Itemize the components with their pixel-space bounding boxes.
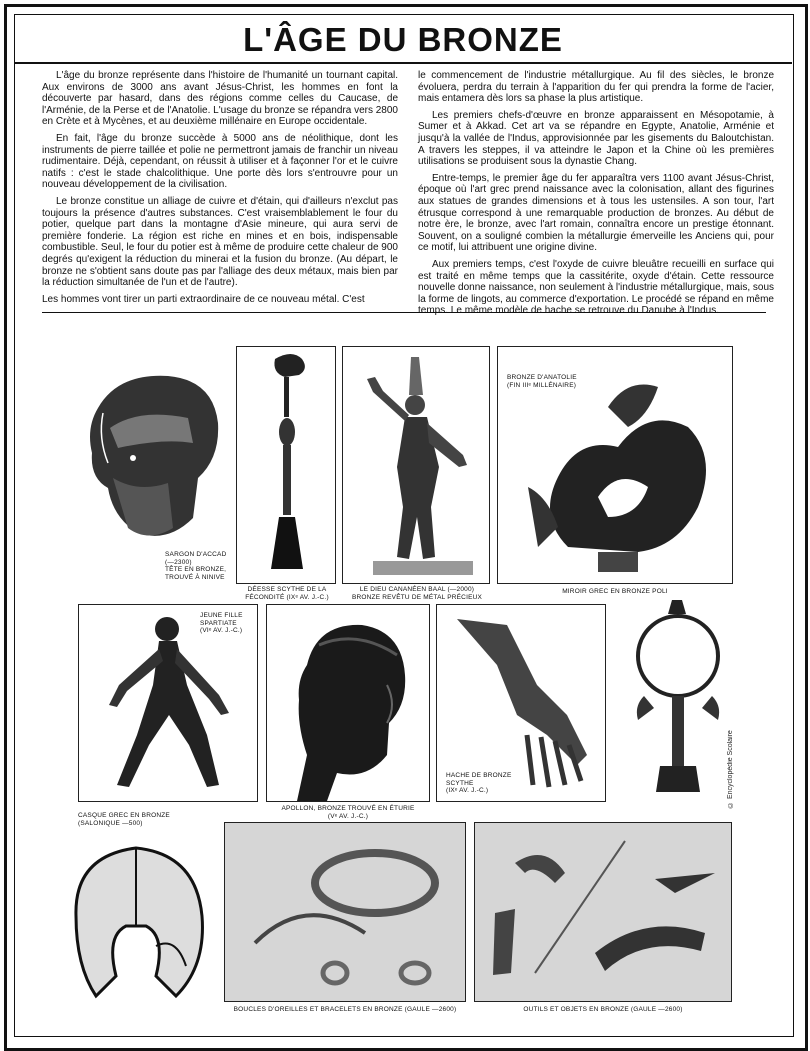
caption-boucles: BOUCLES D'OREILLES ET BRACELETS EN BRONZE (GAULE —2600): [233, 1006, 457, 1013]
caption-jeune-fille: JEUNE FILLE SPARTIATE (VIᵉ AV. J.-C.): [200, 612, 243, 634]
caption-miroir: MIROIR GREC EN BRONZE POLI: [562, 588, 668, 595]
caption-casque: CASQUE GREC EN BRONZE (SALONIQUE —500): [78, 812, 170, 827]
paragraph: le commencement de l'industrie métallurgique. Au fil des siècles, le bronze évoluera, perdra du terrain à l'apparition du fer qui prendra la forme de l'acier, mais entamera dès lors sa phase la plus artistique.: [418, 70, 774, 105]
paragraph: Le bronze constitue un alliage de cuivre et d'étain, qui d'ailleurs n'exclut pas toujours la présence d'autres substances. C'est vraisemblablement le four du potier, quelque part dans la montagne d'Asie mineure, qui aura servi de première fonderie. La région est riche en mines et en bois, indispensable combustible. Seul, le four du potier est à même de produire cette chaleur de 900 degrés qu'exigent la réduction du minerai et la fusion du bronze. (Au départ, le bronze ne s'obtient sans doute pas par l'alliage des deux métaux, mais bien par la réduction simultanée de l'un et de l'autre).: [42, 195, 398, 289]
apollon-photo-frame: [266, 604, 430, 802]
paragraph: Les hommes vont tirer un parti extraordinaire de ce nouveau métal. C'est: [42, 293, 365, 305]
caption-deesse: DÉESSE SCYTHE DE LA FÉCONDITÉ (IXᵉ AV. J.-C.): [245, 586, 329, 601]
credit-text: © Encyclopédie Scolaire: [727, 730, 734, 808]
casque-illustration: [56, 826, 216, 1006]
title-divider: [14, 62, 792, 64]
caption-hache: HACHE DE BRONZE SCYTHE (IXᵉ AV. J.-C.): [446, 772, 512, 794]
caption-sargon: SARGON D'ACCAD (—2300) TÊTE EN BRONZE, TROUVÉ À NINIVE: [165, 551, 227, 581]
caption-outils: OUTILS ET OBJETS EN BRONZE (GAULE —2600): [523, 1006, 683, 1013]
text-column-left: [42, 70, 398, 310]
sargon-illustration: [78, 368, 228, 568]
boucles-photo: [224, 822, 466, 1002]
paragraph: L'âge du bronze représente dans l'histoire de l'humanité un tournant capital. Aux environs de 3000 ans avant Jésus-Christ, les hommes en font la découverte par hasard, dans des régions comme celles du Caucase, de l'Arménie, de la Perse et de l'Anatolie. L'usage du bronze se répandra vers 2800 en Crète et à Mycènes, et au deuxième millénaire en Europe occidentale.: [42, 70, 398, 128]
text-column-right: [418, 70, 774, 322]
caption-baal: LE DIEU CANANÉEN BAAL (—2000) BRONZE REVÊTU DE MÉTAL PRÉCIEUX: [351, 586, 483, 601]
title-bar: [14, 20, 792, 60]
paragraph: En fait, l'âge du bronze succède à 5000 ans de néolithique, dont les instruments de pierre taillée et polie ne permettront jamais de franchir un niveau rudimentaire. Déjà, cependant, on réussit à utiliser et à façonner l'or et le cuivre natifs : c'est le stade chalcolithique. Une porte dès lors s'entrouvre pour un nouveau développement de la civilisation.: [42, 132, 398, 191]
outils-photo: [474, 822, 732, 1002]
caption-apollon: APOLLON, BRONZE TROUVÉ EN ÉTURIE (Vᵉ AV. J.-C.): [281, 805, 415, 820]
paragraph: Les premiers chefs-d'œuvre en bronze apparaissent en Mésopotamie, à Sumer et à Akkad. Cet art va se répandre en Egypte, Anatolie, Arménie et jusqu'à la vallée de l'Indus, approvisionnée par les gisements du Baloutchistan. A travers les steppes, il va atteindre le Japon et la Chine où les premières utilisations se produisent sous la dynastie Chang.: [418, 109, 774, 168]
baal-photo-frame: [342, 346, 490, 584]
paragraph: Aux premiers temps, c'est l'oxyde de cuivre bleuâtre recueilli en surface qui est traité en même temps que la cassitérite, oxyde d'étain. Cette ressource nouvelle donne naissance, non seulement à l'industrie métallurgique, mais, sous la forme de lingots, au commerce d'exportation. Le procédé se répand en même temps. Le même modèle de hache se retrouve du Danube à l'Indus.: [418, 258, 775, 317]
text-divider: [42, 312, 766, 313]
page-title: L'ÂGE DU BRONZE: [243, 21, 563, 58]
caption-anatolie: BRONZE D'ANATOLIE (FIN IIIᵉ MILLÉNAIRE): [507, 374, 577, 389]
miroir-stand-illustration: [624, 596, 734, 806]
paragraph: Entre-temps, le premier âge du fer apparaîtra vers 1100 avant Jésus-Christ, époque où l'art grec prend naissance avec la colonisation, allant des figurines aux statues de grandes dimensions et à tous les ustensiles. A son tour, l'art étrusque correspond à une remarquable production de bronzes. Au début de notre ère, le bronze, avec l'art romain, connaîtra encore un prestige étonnant. Souvent, on a souligné combien la métallurgie émerveille les Anciens qui, pour ce motif, lui attribuent une origine divine.: [418, 172, 774, 254]
deesse-photo-frame: [236, 346, 336, 584]
